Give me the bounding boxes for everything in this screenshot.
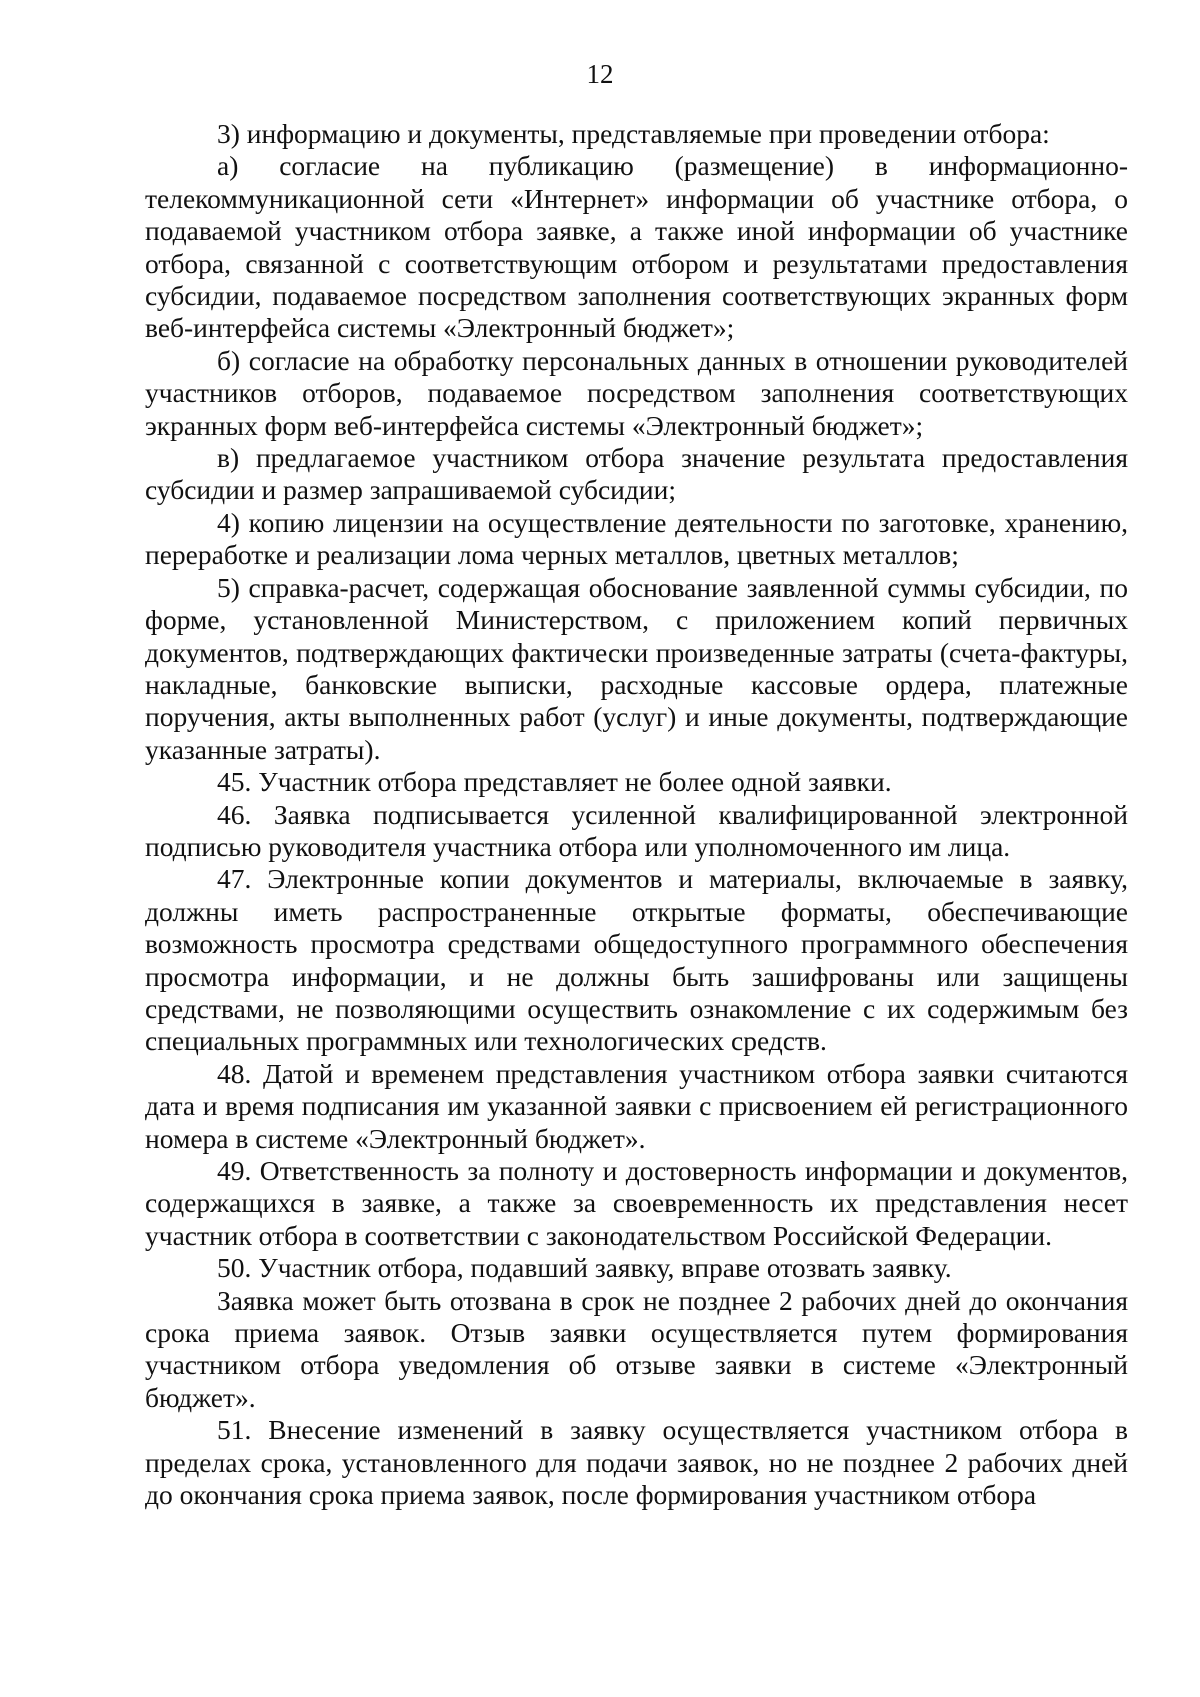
paragraph-item-5: 5) справка-расчет, содержащая обоснование заявленной суммы субсидии, по форме, установленной Министерством, с приложением копий первичных документов, подтверждающих фактически произведенные затраты (счета-фактуры, накладные, банковские выписки, расходные кассовые ордера, платежные поручения, акты выполненных работ (услуг) и иные документы, подтверждающие указанные затраты). (145, 571, 1128, 765)
paragraph-withdrawal: Заявка может быть отозвана в срок не позднее 2 рабочих дней до окончания срока приема заявок. Отзыв заявки осуществляется путем формирования участником отбора уведомления об отзыве заявки в системе «Электронный бюджет». (145, 1284, 1128, 1413)
paragraph-clause-51: 51. Внесение изменений в заявку осуществляется участником отбора в пределах срока, установленного для подачи заявок, но не позднее 2 рабочих дней до окончания срока приема заявок, после формирования участником отбора (145, 1414, 1128, 1511)
paragraph-subitem-b: б) согласие на обработку персональных данных в отношении руководителей участников отборов, подаваемое посредством заполнения соответствующих экранных форм веб-интерфейса системы «Электронный бюджет»; (145, 344, 1128, 441)
paragraph-item-3: 3) информацию и документы, представляемые при проведении отбора: (217, 118, 1050, 149)
document-body (145, 118, 1128, 1511)
page-number: 12 (586, 59, 614, 89)
paragraph-subitem-a: а) согласие на публикацию (размещение) в информационно-телекоммуникационной сети «Интернет» информации об участнике отбора, о подаваемой участником отбора заявке, а также иной информации об участнике отбора, связанной с соответствующим отбором и результатами предоставления субсидии, подаваемое посредством заполнения соответствующих экранных форм веб-интерфейса системы «Электронный бюджет»; (145, 150, 1128, 344)
paragraph-clause-49: 49. Ответственность за полноту и достоверность информации и документов, содержащихся в заявке, а также за своевременность их представления несет участник отбора в соответствии с законодательством Российской Федерации. (145, 1155, 1128, 1251)
paragraph-subitem-v: в) предлагаемое участником отбора значение результата предоставления субсидии и размер запрашиваемой субсидии; (145, 442, 1128, 506)
paragraph-item-4: 4) копию лицензии на осуществление деятельности по заготовке, хранению, переработке и реализации лома черных металлов, цветных металлов; (145, 506, 1128, 571)
paragraph-clause-48: 48. Датой и временем представления участником отбора заявки считаются дата и время подписания им указанной заявки с присвоением ей регистрационного номера в системе «Электронный бюджет». (145, 1057, 1128, 1154)
paragraph-clause-45: 45. Участник отбора представляет не более одной заявки. (217, 766, 892, 798)
paragraph-clause-50: 50. Участник отбора, подавший заявку, вправе отозвать заявку. (217, 1252, 952, 1284)
paragraph-clause-47: 47. Электронные копии документов и материалы, включаемые в заявку, должны иметь распространенные открытые форматы, обеспечивающие возможность просмотра средствами общедоступного программного обеспечения просмотра информации, и не должны быть зашифрованы или защищены средствами, не позволяющими осуществить ознакомление с их содержимым без специальных программных или технологических средств. (145, 863, 1128, 1057)
paragraph-clause-46: 46. Заявка подписывается усиленной квалифицированной электронной подписью руководителя участника отбора или уполномоченного им лица. (145, 798, 1128, 862)
